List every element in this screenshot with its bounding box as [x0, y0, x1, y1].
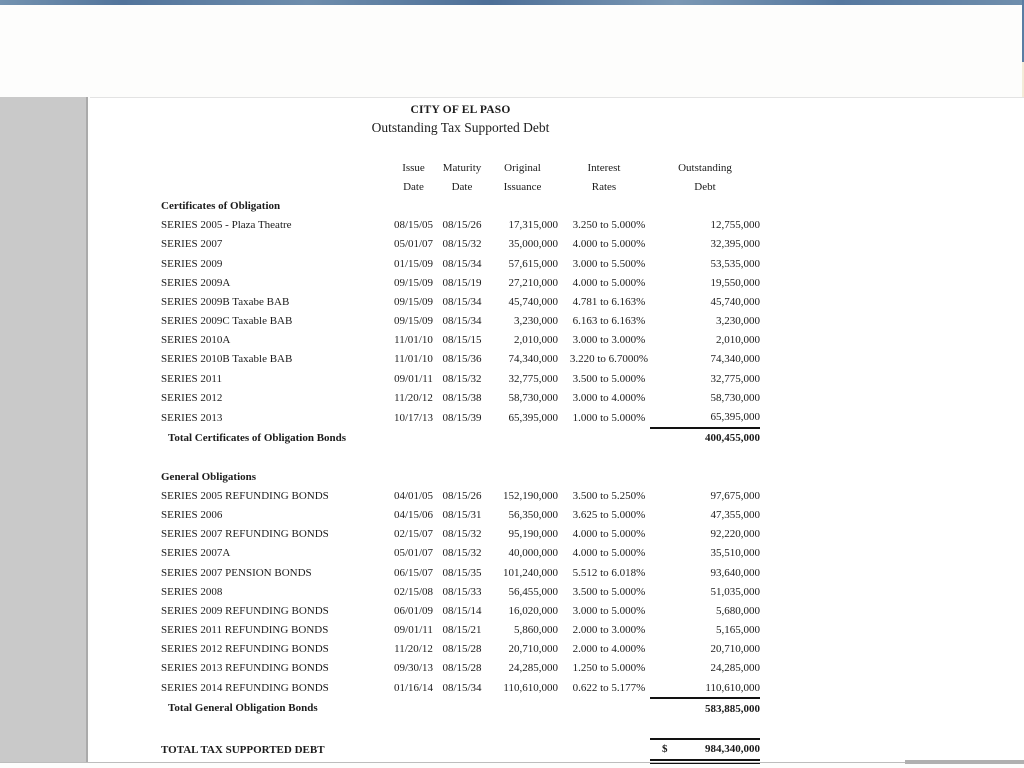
original-issuance-cell: 3,230,000 [514, 315, 558, 328]
section-total-row [161, 428, 760, 448]
maturity-date-cell: 08/15/21 [442, 624, 482, 637]
original-issuance-cell: 74,340,000 [508, 353, 558, 366]
window-top-edge [0, 0, 1024, 5]
interest-rate-cell: 4.000 to 5.000% [572, 238, 646, 251]
outstanding-debt-cell: 45,740,000 [710, 295, 760, 308]
series-name-cell: SERIES 2010B Taxable BAB [161, 353, 293, 366]
header-spacer [161, 158, 390, 177]
section-title: Certificates of Obligation [161, 199, 281, 212]
maturity-date-cell: 08/15/32 [442, 238, 482, 251]
table-row [161, 486, 760, 505]
grand-total-inner [650, 743, 760, 755]
table-row [161, 678, 760, 698]
issue-date-cell: 05/01/07 [393, 238, 434, 251]
issue-date-cell: 10/17/13 [393, 411, 434, 424]
original-issuance-cell: 32,775,000 [508, 372, 558, 385]
section-total-label: Total General Obligation Bonds [168, 702, 318, 715]
outstanding-debt-cell: 24,285,000 [710, 662, 760, 675]
original-issuance-cell: 20,710,000 [508, 643, 558, 656]
maturity-date-cell: 08/15/32 [442, 547, 482, 560]
issue-date-cell: 09/01/11 [394, 624, 433, 637]
maturity-date-cell: 08/15/34 [442, 257, 482, 270]
maturity-date-cell: 08/15/33 [442, 585, 482, 598]
grand-total-row [161, 739, 760, 762]
maturity-date-cell: 08/15/39 [442, 411, 482, 424]
maturity-date-cell: 08/15/34 [442, 315, 482, 328]
header-issuance: Issuance [503, 180, 542, 193]
interest-rate-cell: 6.163 to 6.163% [572, 315, 646, 328]
interest-rate-cell: 0.622 to 5.177% [572, 682, 646, 695]
interest-rate-cell: 1.250 to 5.000% [572, 662, 646, 675]
series-name-cell: SERIES 2008 [161, 585, 223, 598]
table-row [161, 563, 760, 582]
maturity-date-cell: 08/15/34 [442, 682, 482, 695]
issue-date-cell: 04/01/05 [393, 489, 434, 502]
grand-total-amount [650, 739, 760, 762]
table-row [161, 525, 760, 544]
issue-date-cell: 06/15/07 [393, 566, 434, 579]
section-header-row [161, 196, 760, 215]
outstanding-debt-cell: 51,035,000 [710, 585, 760, 598]
table-body [161, 196, 760, 761]
original-issuance-cell: 2,010,000 [514, 334, 558, 347]
table-row [161, 407, 760, 427]
original-issuance-cell: 56,455,000 [508, 585, 558, 598]
series-name-cell: SERIES 2011 REFUNDING BONDS [161, 624, 329, 637]
original-issuance-cell: 5,860,000 [514, 624, 558, 637]
section-total-row [161, 698, 760, 718]
maturity-date-cell: 08/15/35 [442, 566, 482, 579]
outstanding-debt-cell: 93,640,000 [710, 566, 760, 579]
grand-total-label: TOTAL TAX SUPPORTED DEBT [161, 743, 325, 756]
series-name-cell: SERIES 2007 PENSION BONDS [161, 566, 312, 579]
table-row [161, 216, 760, 235]
series-name-cell: SERIES 2012 REFUNDING BONDS [161, 643, 329, 656]
section-header-row [161, 467, 760, 486]
header-maturity: Maturity [442, 161, 482, 174]
series-name-cell: SERIES 2010A [161, 334, 231, 347]
maturity-date-cell: 08/15/36 [442, 353, 482, 366]
maturity-date-cell: 08/15/38 [442, 391, 482, 404]
horizontal-scrollbar-thumb[interactable] [905, 760, 1024, 764]
outstanding-debt-cell: 32,775,000 [710, 372, 760, 385]
header-issue-date: Date [403, 180, 424, 193]
table-row [161, 369, 760, 388]
outstanding-debt-cell: 58,730,000 [710, 391, 760, 404]
outstanding-debt-cell: 2,010,000 [716, 334, 760, 347]
table-row [161, 544, 760, 563]
outstanding-debt-cell: 20,710,000 [710, 643, 760, 656]
series-name-cell: SERIES 2005 REFUNDING BONDS [161, 489, 329, 502]
table-row [161, 350, 760, 369]
issue-date-cell: 11/20/12 [394, 643, 433, 656]
header-outstanding: Outstanding [678, 161, 732, 174]
document-header [161, 102, 760, 137]
table-row [161, 292, 760, 311]
series-name-cell: SERIES 2014 REFUNDING BONDS [161, 682, 329, 695]
header-debt: Debt [694, 180, 716, 193]
page-subtitle: Outstanding Tax Supported Debt [371, 120, 550, 135]
original-issuance-cell: 45,740,000 [508, 295, 558, 308]
series-name-cell: SERIES 2007 REFUNDING BONDS [161, 528, 329, 541]
table-row [161, 331, 760, 350]
issue-date-cell: 09/15/09 [393, 315, 434, 328]
outstanding-debt-cell: 5,680,000 [716, 604, 760, 617]
maturity-date-cell: 08/15/31 [442, 508, 482, 521]
series-name-cell: SERIES 2013 REFUNDING BONDS [161, 662, 329, 675]
interest-rate-cell: 4.000 to 5.000% [572, 547, 646, 560]
header-rates: Rates [591, 180, 617, 193]
spacer-cell [161, 448, 760, 467]
header-spacer [161, 177, 390, 196]
issue-date-cell: 09/01/11 [394, 372, 433, 385]
header-original: Original [504, 161, 541, 174]
outstanding-debt-cell: 32,395,000 [710, 238, 760, 251]
series-name-cell: SERIES 2007A [161, 547, 231, 560]
currency-symbol: $ [662, 743, 668, 756]
interest-rate-cell: 2.000 to 3.000% [572, 624, 646, 637]
original-issuance-cell: 40,000,000 [508, 547, 558, 560]
outstanding-debt-cell: 53,535,000 [710, 257, 760, 270]
interest-rate-cell: 3.250 to 5.000% [572, 219, 646, 232]
table-row [161, 621, 760, 640]
table-row [161, 388, 760, 407]
interest-rate-cell: 3.500 to 5.250% [572, 489, 646, 502]
outstanding-debt-cell: 110,610,000 [650, 678, 760, 698]
issue-date-cell: 01/16/14 [393, 682, 434, 695]
issue-date-cell: 08/15/05 [393, 219, 434, 232]
interest-rate-cell: 4.000 to 5.000% [572, 528, 646, 541]
maturity-date-cell: 08/15/32 [442, 528, 482, 541]
spacer-row [161, 718, 760, 738]
header-row-1 [161, 158, 760, 177]
outstanding-debt-cell: 12,755,000 [710, 219, 760, 232]
interest-rate-cell: 3.500 to 5.000% [572, 372, 646, 385]
series-name-cell: SERIES 2009C Taxable BAB [161, 315, 293, 328]
issue-date-cell: 09/15/09 [393, 295, 434, 308]
interest-rate-cell: 3.000 to 3.000% [572, 334, 646, 347]
section-total-value: 583,885,000 [705, 702, 760, 715]
spacer-cell [161, 718, 760, 738]
issue-date-cell: 09/15/09 [393, 276, 434, 289]
outstanding-debt-cell: 92,220,000 [710, 528, 760, 541]
series-name-cell: SERIES 2009 [161, 257, 223, 270]
section-total-value: 400,455,000 [705, 432, 760, 445]
series-name-cell: SERIES 2011 [161, 372, 223, 385]
grand-total-value: 984,340,000 [705, 743, 760, 756]
table-row [161, 235, 760, 254]
issue-date-cell: 02/15/07 [393, 528, 434, 541]
page-bottom-edge [0, 762, 1024, 763]
table-row [161, 659, 760, 678]
issue-date-cell: 11/01/10 [394, 353, 433, 366]
table-row [161, 640, 760, 659]
original-issuance-cell: 35,000,000 [508, 238, 558, 251]
debt-table [161, 158, 760, 764]
header-maturity-date: Date [451, 180, 473, 193]
original-issuance-cell: 27,210,000 [508, 276, 558, 289]
viewer-left-gutter [0, 97, 88, 762]
section-total-label: Total Certificates of Obligation Bonds [168, 431, 347, 444]
table-row [161, 582, 760, 601]
series-name-cell: SERIES 2009A [161, 276, 231, 289]
outstanding-debt-cell: 47,355,000 [710, 508, 760, 521]
issue-date-cell: 01/15/09 [393, 257, 434, 270]
interest-rate-cell: 3.000 to 4.000% [572, 391, 646, 404]
outstanding-debt-cell: 3,230,000 [716, 315, 760, 328]
issue-date-cell: 02/15/08 [393, 585, 434, 598]
issue-date-cell: 06/01/09 [393, 604, 434, 617]
interest-rate-cell: 3.000 to 5.000% [572, 604, 646, 617]
table-row [161, 273, 760, 292]
table-row [161, 601, 760, 620]
original-issuance-cell: 110,610,000 [503, 682, 558, 695]
original-issuance-cell: 16,020,000 [508, 604, 558, 617]
table-header [161, 158, 760, 196]
outstanding-debt-cell: 65,395,000 [650, 407, 760, 427]
interest-rate-cell: 2.000 to 4.000% [572, 643, 646, 656]
issue-date-cell: 11/01/10 [394, 334, 433, 347]
original-issuance-cell: 152,190,000 [503, 489, 558, 502]
issue-date-cell: 05/01/07 [393, 547, 434, 560]
outstanding-debt-cell: 19,550,000 [710, 276, 760, 289]
header-row-2 [161, 177, 760, 196]
outstanding-debt-cell: 97,675,000 [710, 489, 760, 502]
maturity-date-cell: 08/15/15 [442, 334, 482, 347]
original-issuance-cell: 24,285,000 [508, 662, 558, 675]
original-issuance-cell: 57,615,000 [508, 257, 558, 270]
interest-rate-cell: 3.625 to 5.000% [572, 508, 646, 521]
issue-date-cell: 09/30/13 [393, 662, 434, 675]
maturity-date-cell: 08/15/14 [442, 604, 482, 617]
original-issuance-cell: 17,315,000 [508, 219, 558, 232]
original-issuance-cell: 95,190,000 [508, 528, 558, 541]
series-name-cell: SERIES 2007 [161, 238, 223, 251]
document-page [90, 97, 1024, 763]
interest-rate-cell: 1.000 to 5.000% [572, 411, 646, 424]
outstanding-debt-cell: 5,165,000 [716, 624, 760, 637]
page-title: CITY OF EL PASO [410, 104, 511, 116]
table-row [161, 254, 760, 273]
section-title: General Obligations [161, 470, 257, 483]
interest-rate-cell: 5.512 to 6.018% [572, 566, 646, 579]
maturity-date-cell: 08/15/28 [442, 662, 482, 675]
interest-rate-cell: 4.781 to 6.163% [572, 295, 646, 308]
original-issuance-cell: 65,395,000 [508, 411, 558, 424]
maturity-date-cell: 08/15/26 [442, 219, 482, 232]
interest-rate-cell: 3.220 to 6.7000% [569, 353, 649, 366]
maturity-date-cell: 08/15/34 [442, 295, 482, 308]
table-row [161, 312, 760, 331]
original-issuance-cell: 56,350,000 [508, 508, 558, 521]
series-name-cell: SERIES 2013 [161, 411, 223, 424]
interest-rate-cell: 4.000 to 5.000% [572, 276, 646, 289]
interest-rate-cell: 3.500 to 5.000% [572, 585, 646, 598]
outstanding-debt-cell: 74,340,000 [710, 353, 760, 366]
series-name-cell: SERIES 2009B Taxabe BAB [161, 295, 290, 308]
maturity-date-cell: 08/15/28 [442, 643, 482, 656]
series-name-cell: SERIES 2005 - Plaza Theatre [161, 219, 292, 232]
original-issuance-cell: 101,240,000 [503, 566, 558, 579]
spacer-row [161, 448, 760, 467]
issue-date-cell: 11/20/12 [394, 391, 433, 404]
series-name-cell: SERIES 2012 [161, 391, 223, 404]
header-interest: Interest [587, 161, 621, 174]
interest-rate-cell: 3.000 to 5.500% [572, 257, 646, 270]
series-name-cell: SERIES 2006 [161, 508, 223, 521]
maturity-date-cell: 08/15/26 [442, 489, 482, 502]
maturity-date-cell: 08/15/19 [442, 276, 482, 289]
maturity-date-cell: 08/15/32 [442, 372, 482, 385]
outstanding-debt-cell: 35,510,000 [710, 547, 760, 560]
series-name-cell: SERIES 2009 REFUNDING BONDS [161, 604, 329, 617]
original-issuance-cell: 58,730,000 [508, 391, 558, 404]
header-issue: Issue [402, 161, 425, 174]
issue-date-cell: 04/15/06 [393, 508, 434, 521]
table-row [161, 505, 760, 524]
